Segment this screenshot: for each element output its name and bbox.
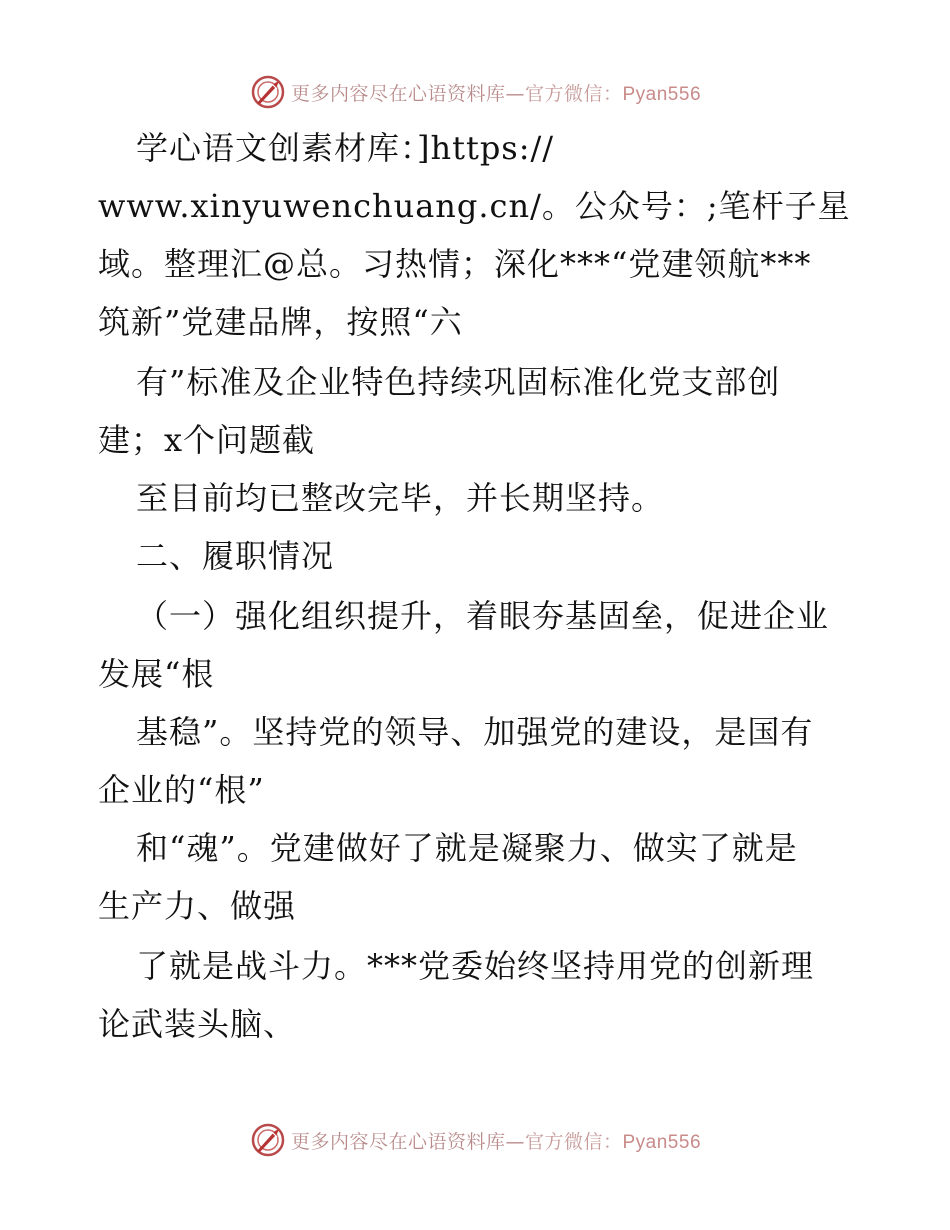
text-line-2: www.xinyuwenchuang.cn/。公众号：;笔杆子星 [98,187,851,225]
section-heading: 二、履职情况 [136,537,335,575]
text-line-6: 建；x个问题截 [98,421,316,459]
text-line-12: 企业的“根” [98,771,265,809]
text-line-11: 基稳”。坚持党的领导、加强党的建设，是国有 [136,713,814,751]
text-line-1: 学心语文创素材库：]https:// [136,129,555,167]
text-line-5: 有”标准及企业特色持续巩固标准化党支部创 [136,363,781,401]
footer-watermark-banner [0,1118,950,1162]
quill-pen-logo-icon [249,73,287,111]
text-line-10: 发展“根 [98,655,215,693]
text-line-15: 了就是战斗力。***党委始终坚持用党的创新理 [136,947,815,985]
banner-text: 更多内容尽在心语资料库—官方微信：Pyan556 [290,1130,702,1153]
text-line-7: 至目前均已整改完毕，并长期坚持。 [136,479,665,517]
text-line-16: 论武装头脑、 [98,1005,297,1043]
subsection-heading: （一）强化组织提升，着眼夯基固垒，促进企业 [136,597,830,635]
text-line-14: 生产力、做强 [98,887,297,925]
text-line-4: 筑新”党建品牌，按照“六 [98,303,463,341]
header-watermark-banner [0,70,950,114]
banner-text: 更多内容尽在心语资料库—官方微信：Pyan556 [290,82,702,105]
text-line-13: 和“魂”。党建做好了就是凝聚力、做实了就是 [136,829,798,867]
quill-pen-logo-icon [249,1121,287,1159]
text-line-3: 域。整理汇@总。习热情；深化***“党建领航*** [98,245,812,283]
